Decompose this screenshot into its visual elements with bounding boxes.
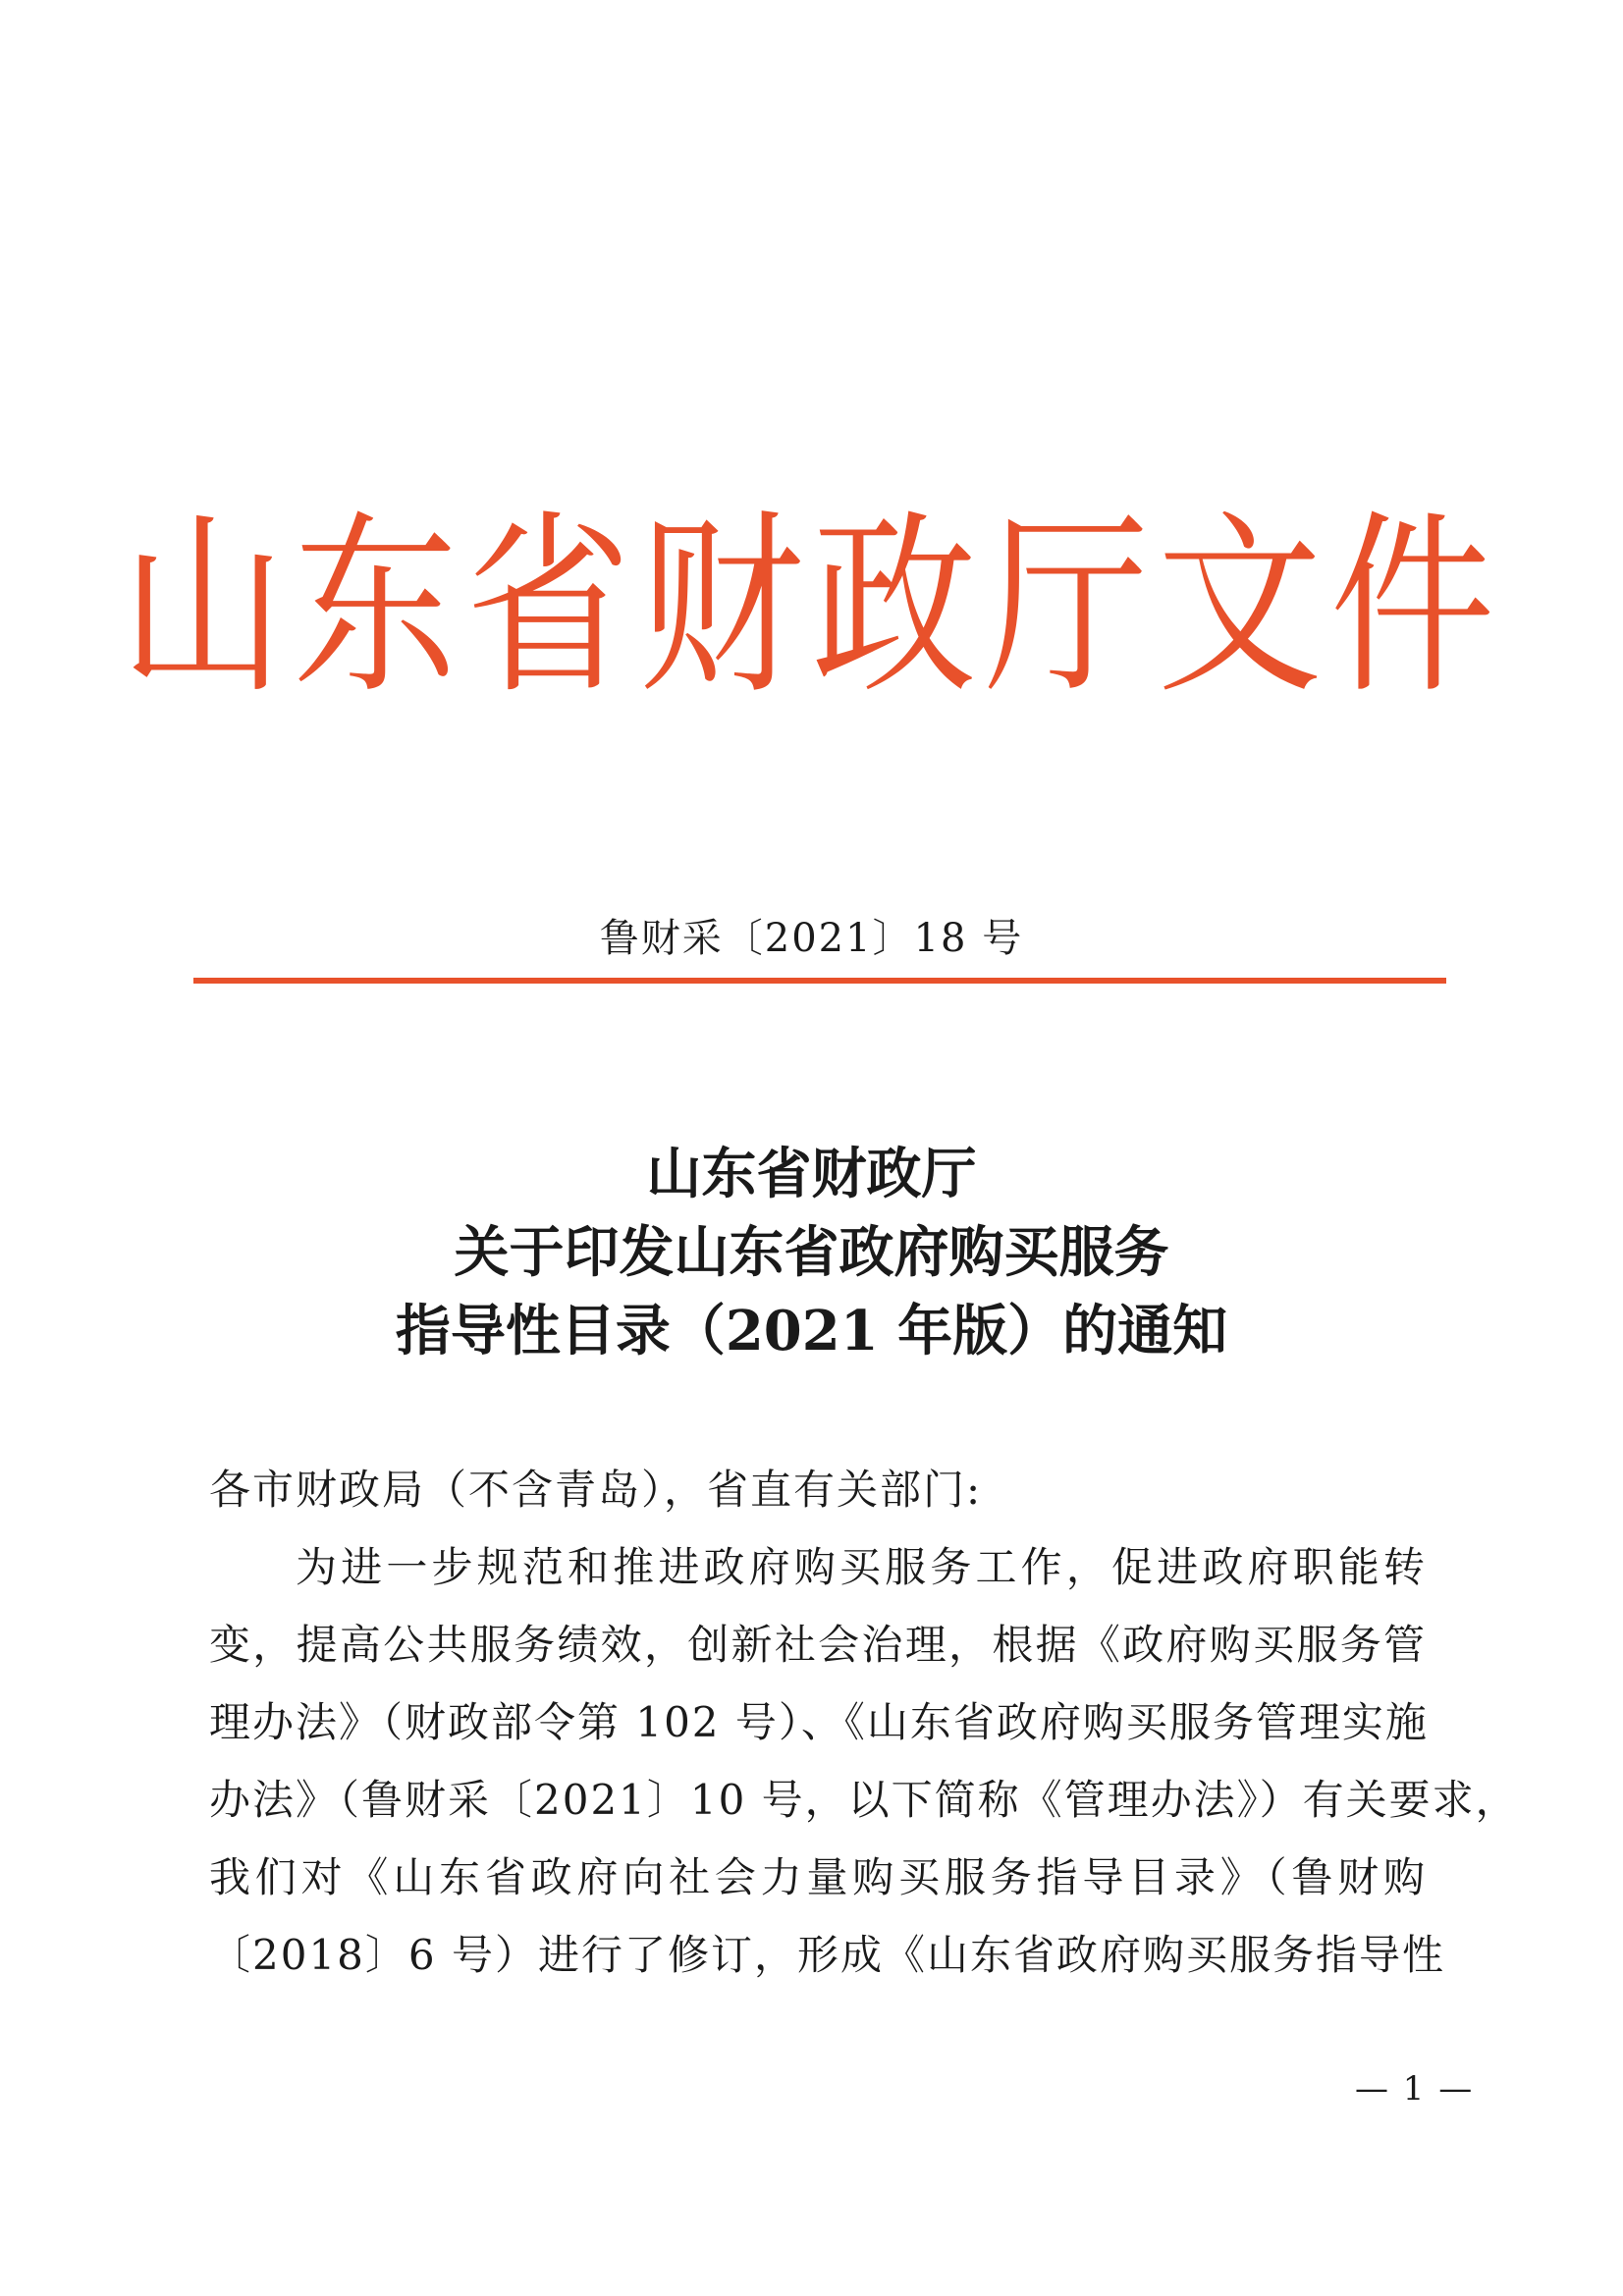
title-line-3: 指导性目录（2021 年版）的通知 [395, 1299, 1228, 1363]
body-line-2: 变，提高公共服务绩效，创新社会治理，根据《政府购买服务管 [209, 1621, 1427, 1669]
body-line-3: 理办法》（财政部令第 102 号）、《山东省政府购买服务管理实施 [209, 1698, 1429, 1746]
salutation: 各市财政局（不含青岛），省直有关部门: [209, 1466, 983, 1514]
red-divider-line [193, 978, 1446, 984]
body-line-5: 我们对《山东省政府向社会力量购买服务指导目录》（鲁财购 [209, 1853, 1427, 1901]
title-line-2: 关于印发山东省政府购买服务 [454, 1220, 1169, 1285]
body-line-6: 〔2018〕6 号）进行了修订，形成《山东省政府购买服务指导性 [209, 1931, 1445, 1979]
title-line-1: 山东省财政厅 [646, 1142, 977, 1206]
masthead-title: 山东省财政厅文件 [120, 493, 1503, 721]
document-body [209, 1451, 1519, 1994]
document-title [0, 1135, 1623, 1370]
body-line-1: 为进一步规范和推进政府购买服务工作，促进政府职能转 [296, 1543, 1427, 1591]
document-number: 鲁财采〔2021〕18 号 [599, 916, 1024, 961]
body-line-4: 办法》（鲁财采〔2021〕10 号，以下简称《管理办法》）有关要求， [209, 1776, 1519, 1824]
page-number: — 1 — [1355, 2069, 1475, 2109]
